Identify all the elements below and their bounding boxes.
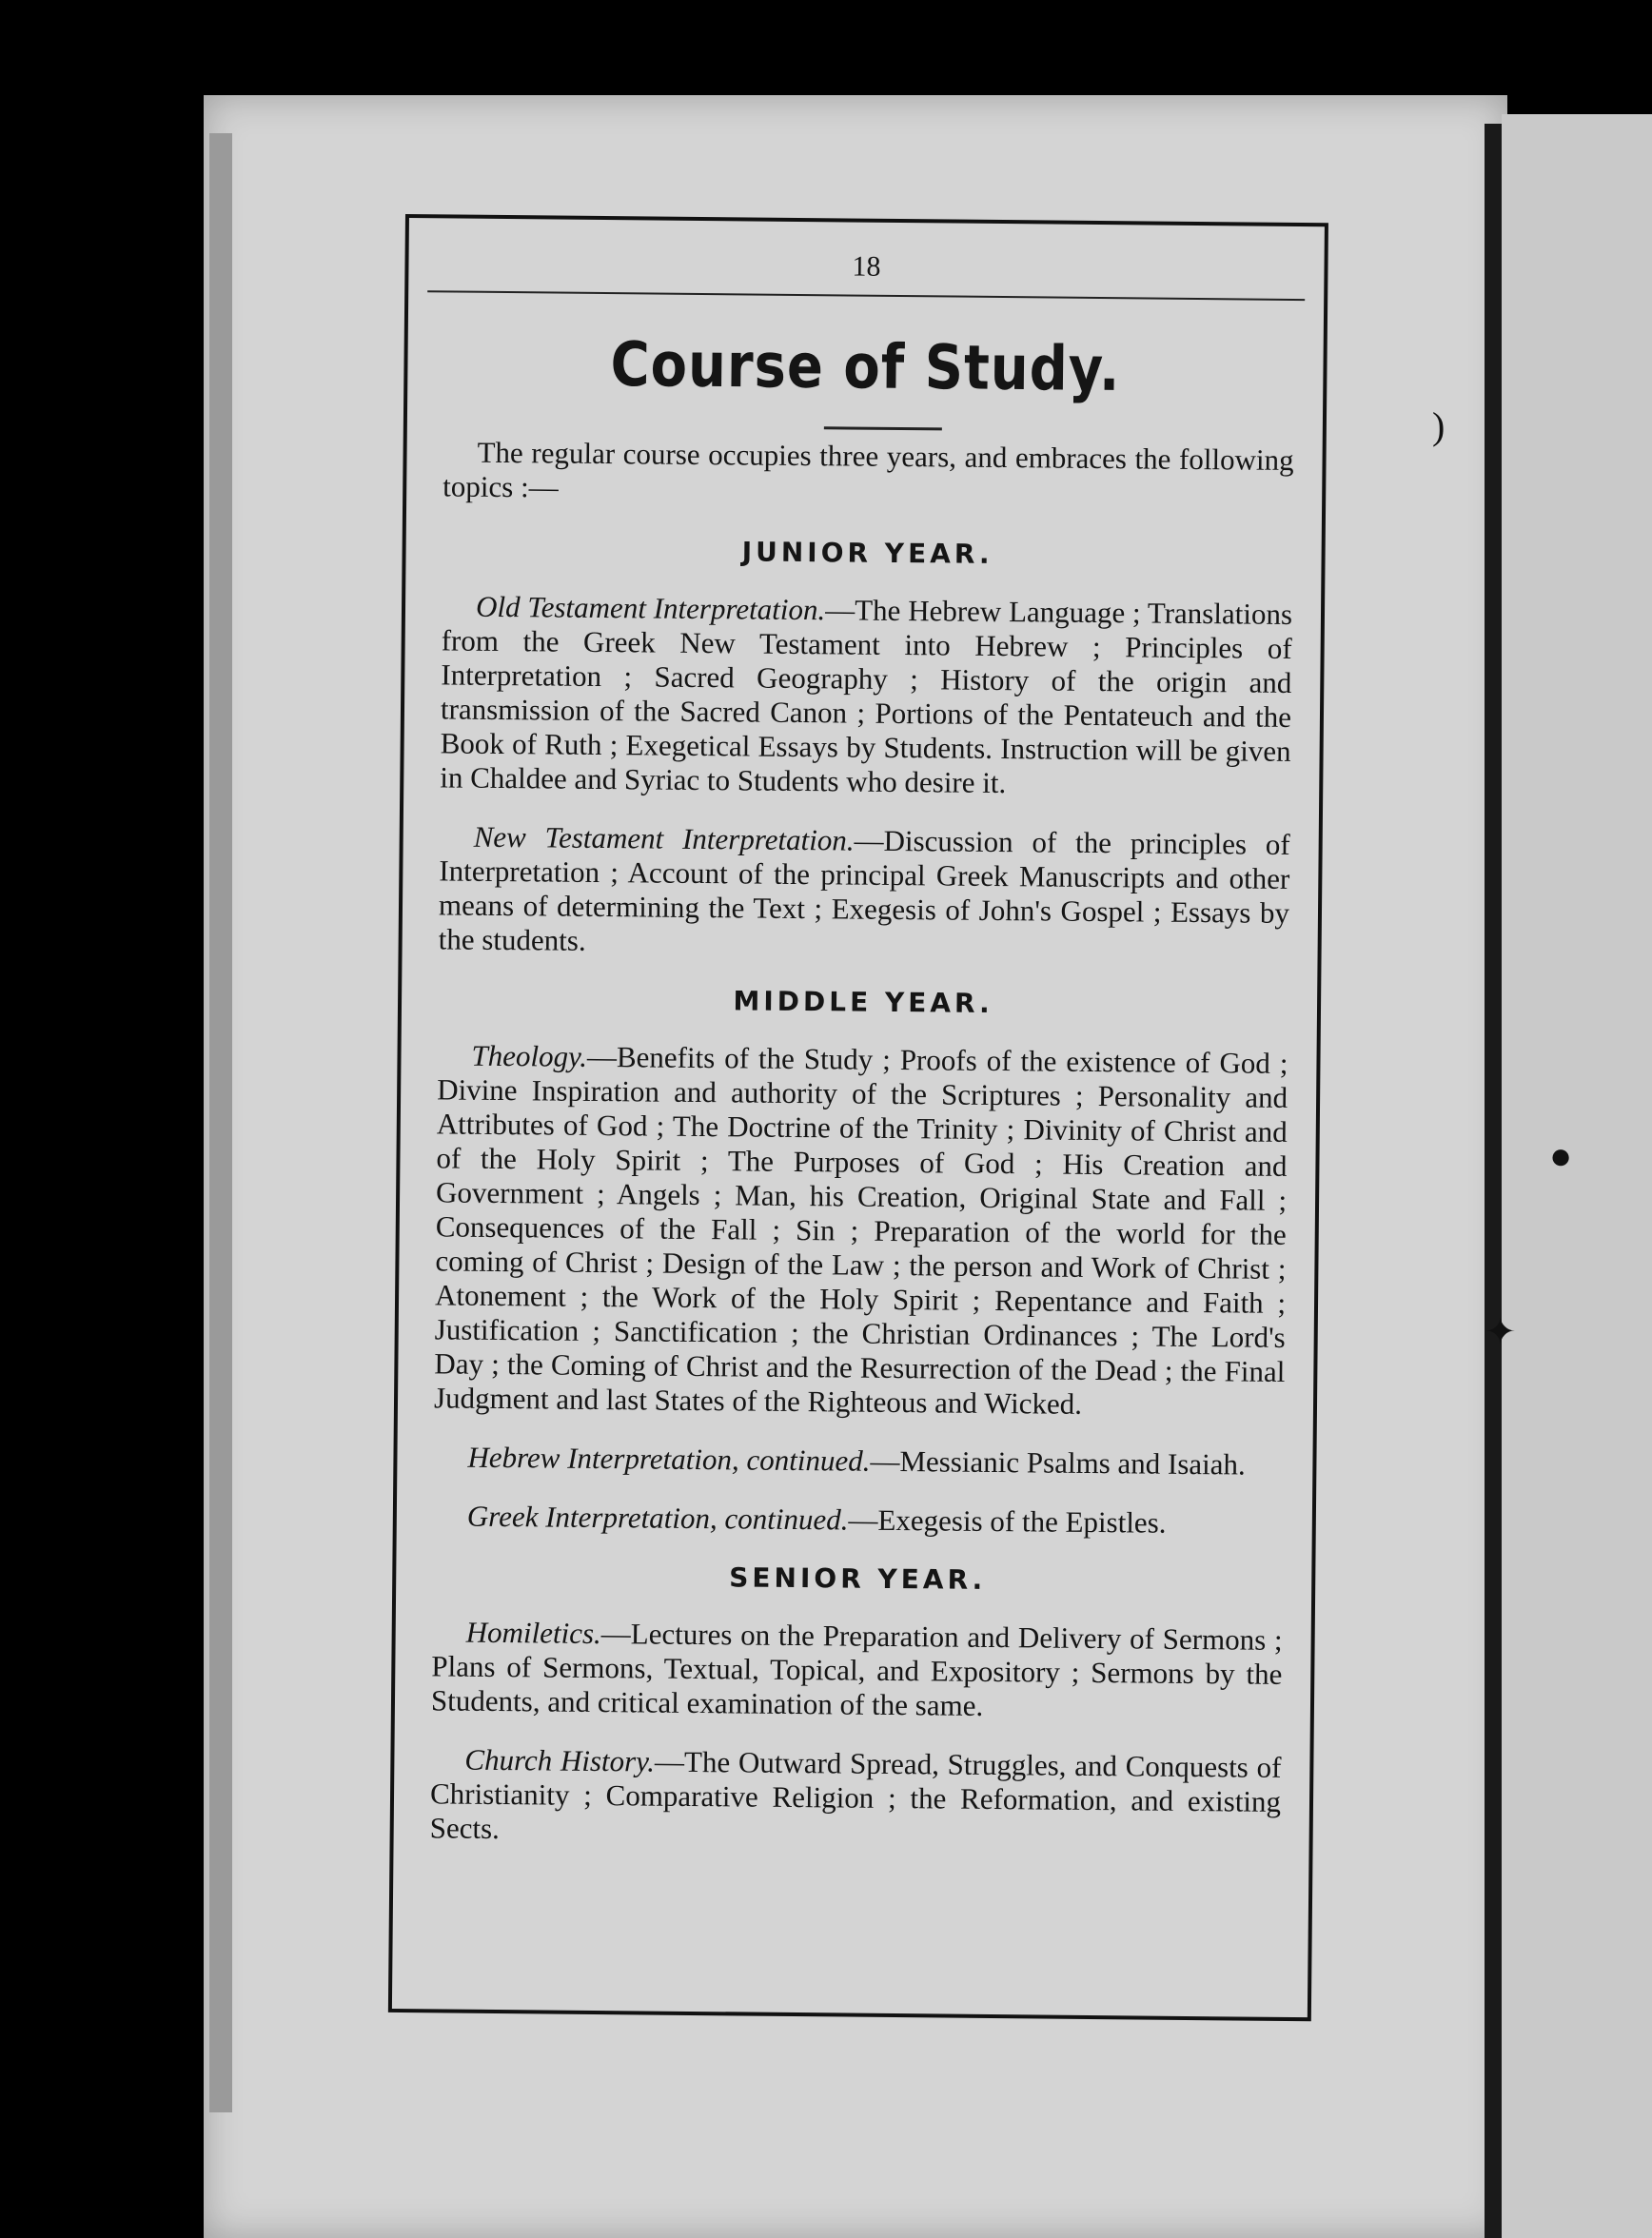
- margin-flourish-mark: ✦: [1485, 1310, 1517, 1353]
- senior-year-heading: SENIOR YEAR.: [729, 1561, 987, 1596]
- topic-label: New Testament Interpretation.: [473, 819, 855, 857]
- page-title: Course of Study.: [610, 329, 1121, 406]
- topic-label: Hebrew Interpretation, continued.: [467, 1440, 871, 1478]
- course-content: [429, 435, 1293, 1878]
- topic-label: Old Testament Interpretation.: [475, 589, 826, 627]
- course-paragraph: [431, 1615, 1283, 1726]
- course-paragraph: [434, 1038, 1288, 1423]
- margin-bracket-mark: ): [1432, 404, 1446, 447]
- page-number: 18: [852, 250, 881, 283]
- junior-year-heading: JUNIOR YEAR.: [741, 536, 993, 570]
- topic-description: —Lectures on the Preparation and Delivery of Sermons ; Plans of Sermons, Textual, Topical, and Expository ; Sermons by the Students, and critical examination of the same.: [430, 1617, 1283, 1722]
- topic-description: —Exegesis of the Epistles.: [848, 1502, 1167, 1540]
- book-gutter: [1485, 124, 1502, 2238]
- topic-description: —The Hebrew Language ; Translations from the Greek New Testament into Hebrew ; Principles of Interpretation ; Sacred Geography ; History of the origin and transmission of the Sacred Canon ; Portions of the Pentateuch and the Book of Ruth ; Exegetical Essays by Students. Instruction will be given in Chaldee and Syriac to Students who desire it.: [440, 593, 1293, 800]
- course-paragraph: [433, 1440, 1284, 1482]
- page-edge-shadow: [209, 133, 232, 2112]
- intro-paragraph: The regular course occupies three years, and embraces the following topics :—: [442, 435, 1294, 504]
- topic-label: Homiletics.: [465, 1615, 601, 1651]
- topic-description: —Discussion of the principles of Interpretation ; Account of the principal Greek Manuscripts and other means of determining the Text ; Exegesis of John's Gospel ; Essays by the students.: [438, 823, 1290, 957]
- course-paragraph: [439, 819, 1290, 965]
- middle-year-heading: MIDDLE YEAR.: [733, 985, 993, 1019]
- course-paragraph: [433, 1499, 1284, 1541]
- facing-page-edge: [1502, 114, 1652, 2238]
- topic-description: —Benefits of the Study ; Proofs of the existence of God ; Divine Inspiration and authority of the Scriptures ; Personality and Attributes of God ; The Doctrine of the Trinity ; Divinity of Christ and of the Holy Spirit ; The Purposes of God ; His Creation and Government ; Angels ; Man, his Creation, Original State and Fall ; Consequences of the Fall ; Sin ; Preparation of the world for the coming of Christ ; Design of the Law ; the person and Work of Christ ; Atonement ; the Work of the Holy Spirit ; Repentance and Faith ; Justification ; Sanctification ; the Christian Ordinances ; The Lord's Day ; the Coming of Christ and the Resurrection of the Dead ; the Final Judgment and last States of the Righteous and Wicked.: [433, 1039, 1288, 1421]
- course-paragraph: [430, 1742, 1282, 1854]
- topic-description: —Messianic Psalms and Isaiah.: [870, 1443, 1246, 1482]
- course-paragraph: [440, 589, 1292, 803]
- title-rule: [824, 426, 942, 430]
- margin-blot-mark: ●: [1549, 1134, 1573, 1177]
- topic-label: Theology.: [471, 1038, 588, 1073]
- page-frame: [388, 214, 1328, 2021]
- topic-label: Church History.: [464, 1742, 656, 1778]
- topic-label: Greek Interpretation, continued.: [466, 1499, 849, 1537]
- topic-description: —The Outward Spread, Struggles, and Conquests of Christianity ; Comparative Religion ; the Reformation, and existing Sects.: [429, 1744, 1282, 1846]
- header-rule: [427, 290, 1305, 301]
